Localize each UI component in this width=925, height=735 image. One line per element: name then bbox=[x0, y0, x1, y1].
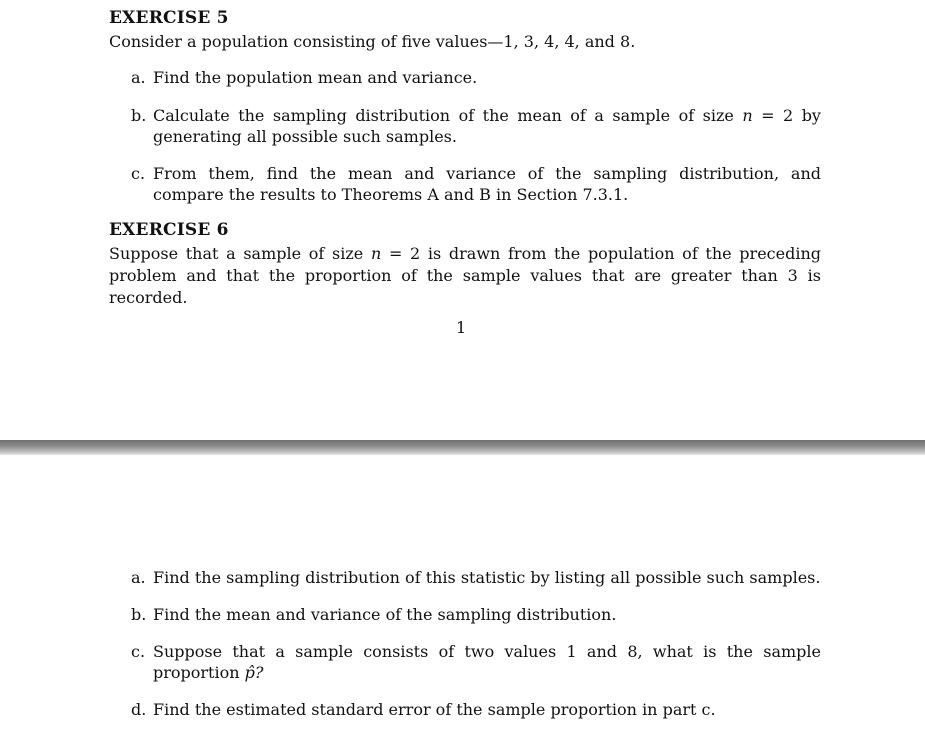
item-text: Find the mean and variance of the sampling distribution. bbox=[153, 605, 617, 624]
item-label: c. bbox=[131, 164, 146, 183]
math-var-n: n bbox=[742, 106, 753, 125]
exercise-5-heading: EXERCISE 5 bbox=[109, 8, 229, 28]
item-text: Suppose that a sample consists of two values 1 and 8, what is the sample proportion p̂? bbox=[153, 642, 821, 682]
item-text: From them, find the mean and variance of the sampling distribution, and compare the results to Theorems A and B in Section 7.3.1. bbox=[153, 164, 821, 204]
item-label: a. bbox=[131, 568, 146, 587]
exercise-6-intro: Suppose that a sample of size n = 2 is drawn from the population of the preceding problem and that the proportion of the sample values that are greater than 3 is recorded. bbox=[109, 244, 822, 307]
page-separator bbox=[0, 440, 925, 455]
page-2 bbox=[0, 455, 925, 735]
math-var-n: n bbox=[370, 244, 382, 263]
item-label: b. bbox=[131, 106, 147, 125]
page-number: 1 bbox=[456, 318, 467, 337]
exercise-6-heading: EXERCISE 6 bbox=[109, 220, 229, 240]
item-label: a. bbox=[131, 68, 146, 87]
item-text: Find the population mean and variance. bbox=[153, 68, 478, 87]
exercise-5-intro: Consider a population consisting of five values—1, 3, 4, 4, and 8. bbox=[109, 32, 636, 51]
math-p-hat: p̂? bbox=[244, 663, 264, 682]
item-label: d. bbox=[131, 700, 147, 719]
item-text: Find the sampling distribution of this statistic by listing all possible such samples. bbox=[153, 568, 821, 587]
item-text: Find the estimated standard error of the sample proportion in part c. bbox=[153, 700, 716, 719]
item-label: b. bbox=[131, 605, 147, 624]
item-label: c. bbox=[131, 642, 146, 661]
item-text: Calculate the sampling distribution of the mean of a sample of size n = 2 by generating all possible such samples. bbox=[153, 106, 821, 146]
